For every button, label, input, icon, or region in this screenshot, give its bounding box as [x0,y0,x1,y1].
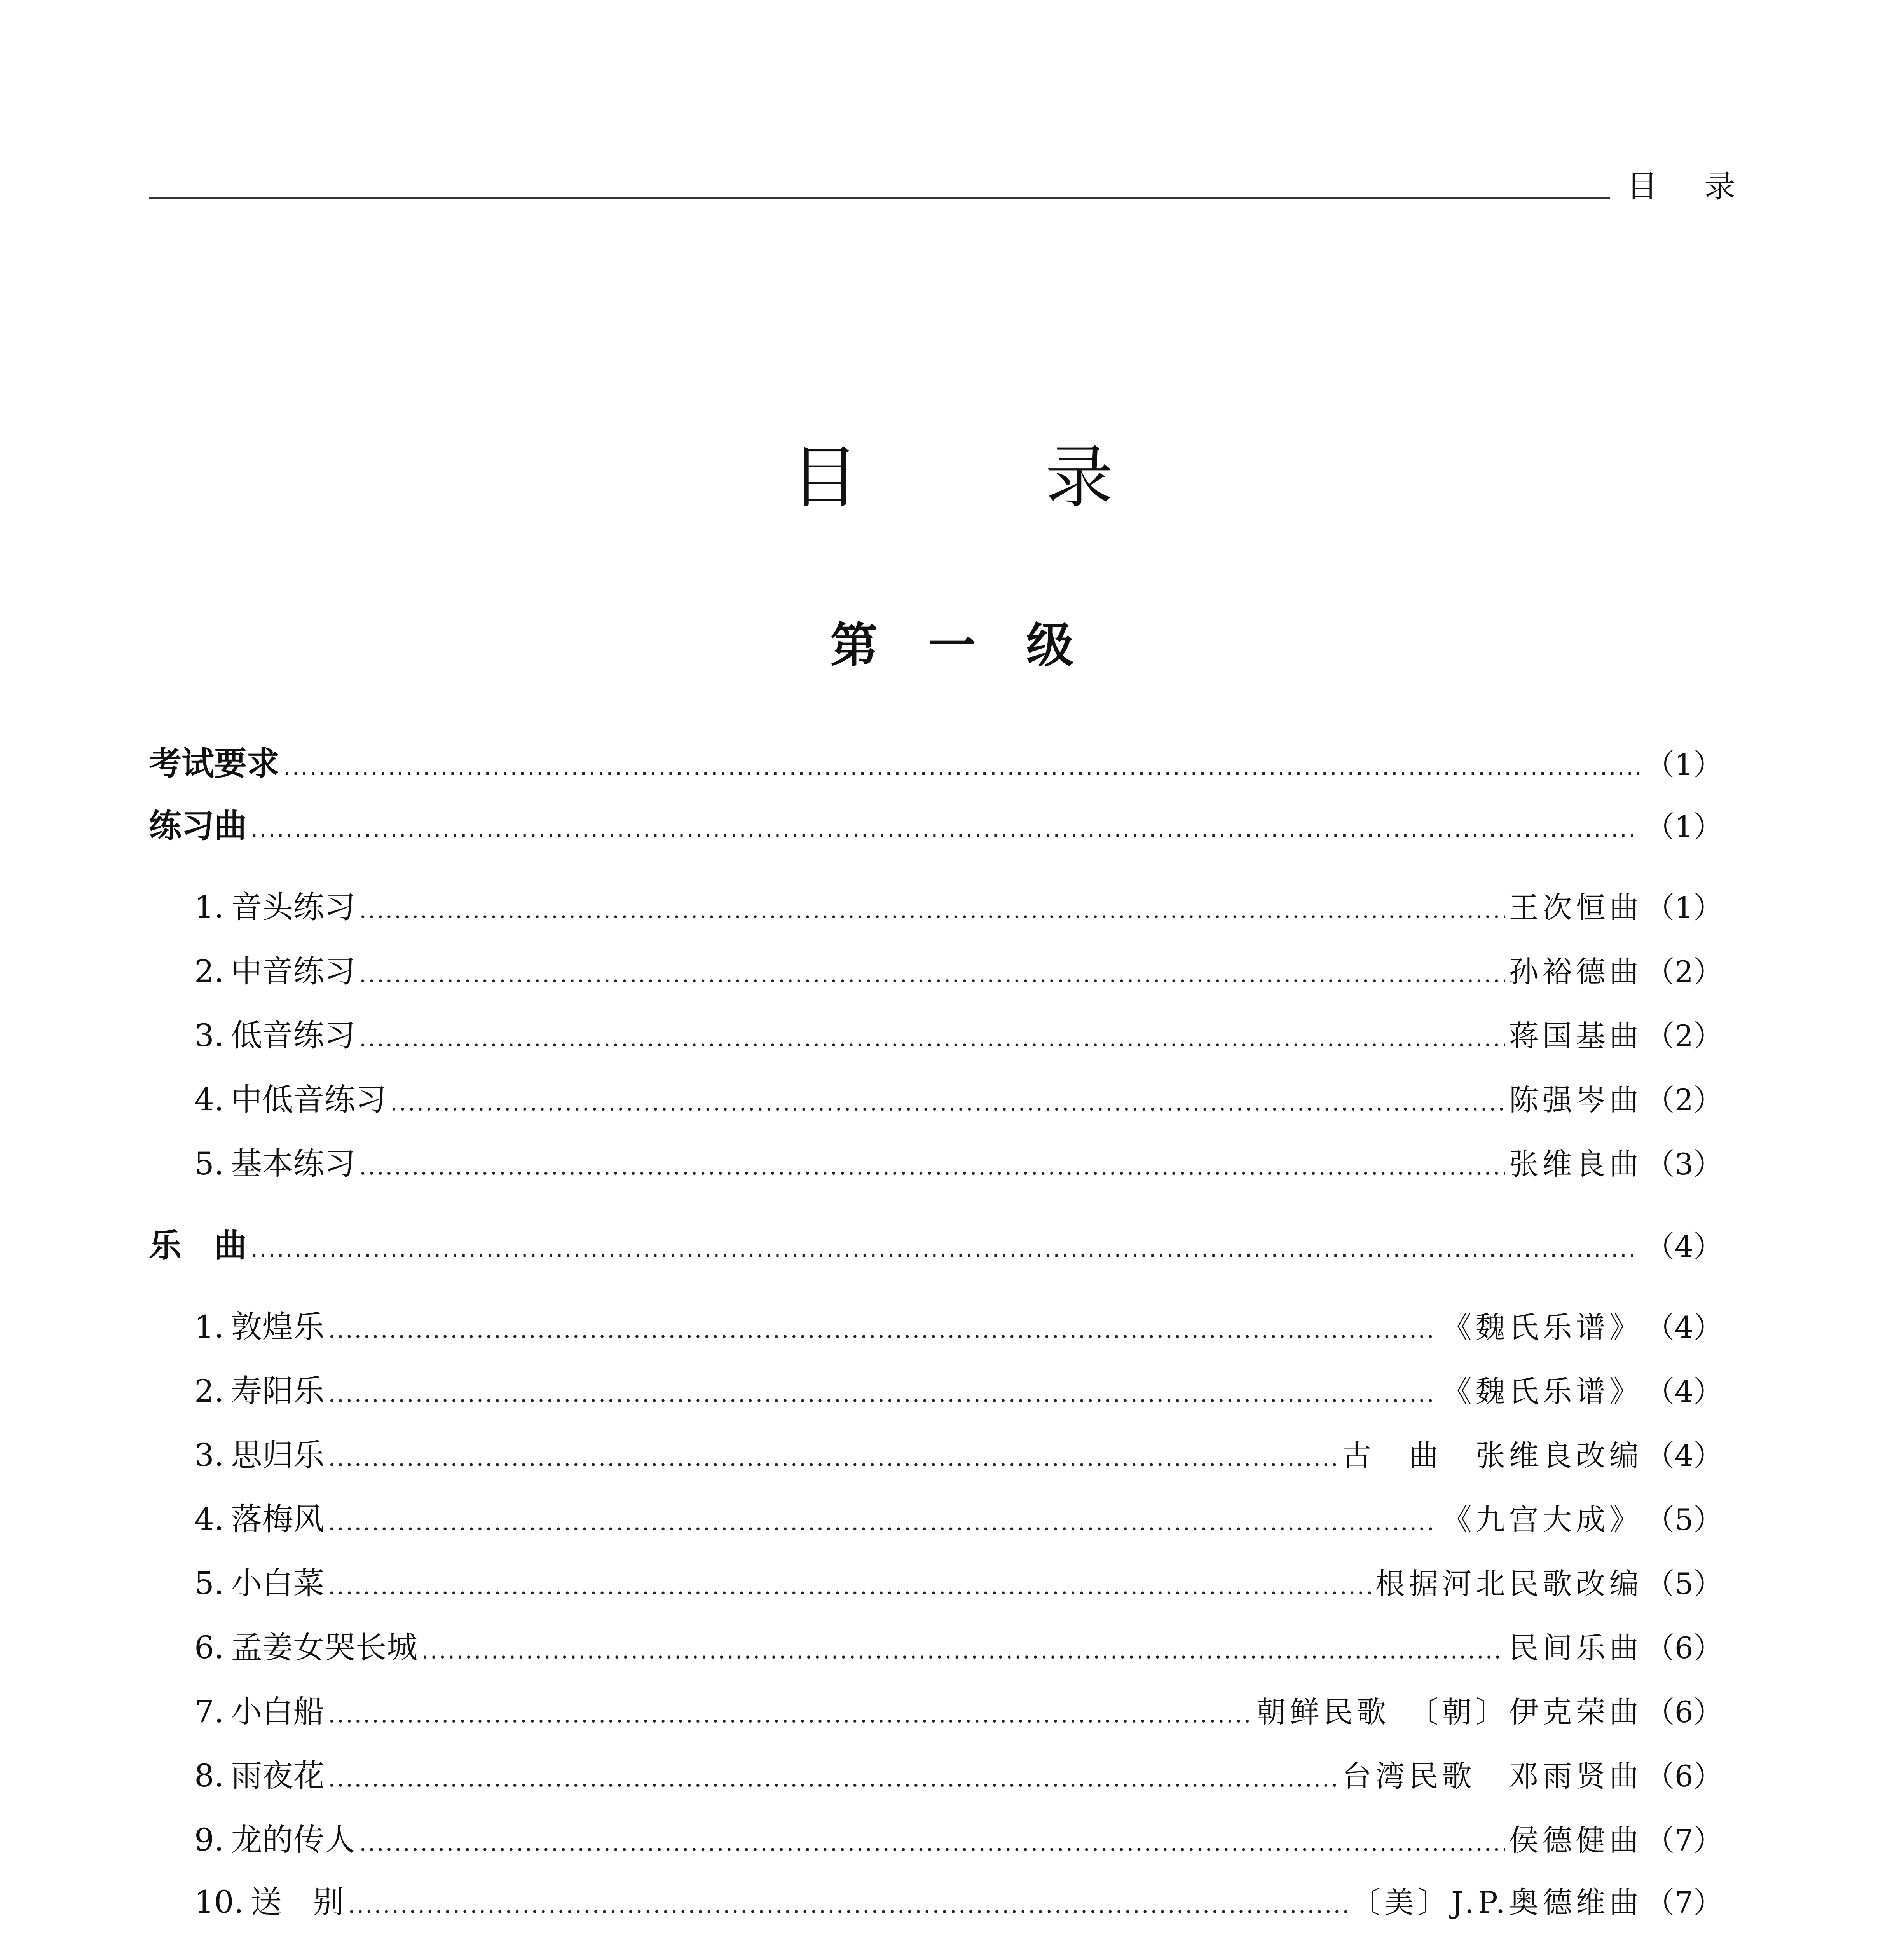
entry-title: 龙的传人 [231,1822,356,1858]
toc-entry[interactable] [194,1492,1723,1547]
dot-leader [348,1878,1347,1932]
entry-composer: 蒋国基曲 [1509,1019,1643,1053]
dot-leader [251,802,1639,856]
page-title: 目录 [791,438,1300,517]
dot-leader [421,1623,1505,1678]
toc-entry[interactable] [194,1428,1723,1483]
level-heading-1: 第一级 [830,617,1124,673]
entry-title: 低音练习 [231,1017,356,1053]
dot-leader [390,1075,1505,1130]
toc-entry[interactable] [149,799,1723,853]
entry-title: 练习曲 [149,807,247,845]
entry-number: 9. [194,1822,224,1858]
entry-number: 1. [194,889,224,925]
running-header: 目录 [1627,168,1782,204]
entry-page: （1） [1645,890,1723,925]
entry-title: 中低音练习 [231,1081,387,1118]
dot-leader [328,1751,1338,1806]
entry-number: 6. [194,1629,224,1666]
toc-entry[interactable] [194,1813,1723,1867]
dot-leader [359,1816,1505,1870]
dot-leader [328,1559,1371,1613]
entry-page: （2） [1645,1083,1723,1117]
entry-page: （6） [1645,1759,1723,1793]
dot-leader [283,740,1639,794]
entry-title: 敦煌乐 [231,1309,325,1345]
entry-title: 小白菜 [231,1565,325,1601]
dot-leader [251,1222,1639,1276]
entry-page: （5） [1645,1502,1723,1537]
toc-entry[interactable] [194,944,1723,999]
entry-composer: 陈强岑曲 [1509,1083,1643,1117]
toc-entry[interactable] [194,1137,1723,1191]
entry-source: 《魏氏乐谱》 [1442,1374,1643,1409]
entry-number: 5. [194,1146,224,1182]
entry-title: 基本练习 [231,1146,356,1182]
dot-leader [359,947,1505,1001]
toc-entry[interactable] [194,880,1723,935]
dot-leader [359,1011,1505,1066]
entry-composer: 张维良曲 [1509,1147,1643,1181]
entry-title: 送 别 [251,1884,344,1920]
entry-page: （4） [1645,1310,1723,1345]
toc-entry[interactable] [194,1620,1723,1675]
dot-leader [328,1495,1438,1549]
dot-leader [359,1139,1505,1194]
toc-entry[interactable] [194,1300,1723,1354]
entry-page: （4） [1645,1229,1723,1264]
dot-leader [359,883,1505,937]
dot-leader [328,1303,1438,1357]
entry-number: 3. [194,1017,224,1053]
entry-source: 古 曲 张维良改编 [1342,1438,1643,1473]
entry-number: 2. [194,1373,224,1409]
entry-source: 朝鲜民歌 〔朝〕伊克荣曲 [1256,1695,1643,1729]
entry-page: （2） [1645,954,1723,989]
toc-entry[interactable] [194,1685,1723,1739]
toc-entry[interactable] [194,1073,1723,1127]
entry-number: 4. [194,1081,224,1118]
entry-title: 思归乐 [231,1437,325,1473]
entry-page: （2） [1645,1019,1723,1053]
dot-leader [328,1431,1338,1485]
entry-source: 根据河北民歌改编 [1375,1566,1643,1601]
entry-title: 寿阳乐 [231,1373,325,1409]
dot-leader [328,1687,1252,1742]
entry-page: （5） [1645,1566,1723,1601]
entry-number: 3. [194,1437,224,1473]
toc-entry[interactable] [194,1875,1723,1929]
entry-title: 雨夜花 [231,1758,325,1794]
entry-title: 孟姜女哭长城 [231,1629,418,1666]
toc-entry[interactable] [149,1218,1723,1273]
toc-entry[interactable] [194,1008,1723,1063]
entry-title: 落梅风 [231,1501,325,1537]
entry-title: 小白船 [231,1694,325,1730]
toc-entry[interactable] [194,1749,1723,1803]
entry-source: 《九宫大成》 [1442,1502,1643,1537]
entry-source: 民间乐曲 [1509,1631,1643,1665]
toc-entry[interactable] [149,736,1723,791]
entry-number: 1. [194,1309,224,1345]
entry-title: 音头练习 [231,889,356,925]
entry-page: （1） [1645,809,1723,844]
entry-title: 乐 曲 [149,1226,247,1265]
entry-page: （6） [1645,1631,1723,1665]
entry-page: （1） [1645,747,1723,782]
toc-entry[interactable] [194,1556,1723,1611]
entry-page: （7） [1645,1823,1723,1858]
entry-number: 5. [194,1565,224,1601]
entry-source: 台湾民歌 邓雨贤曲 [1342,1759,1643,1793]
entry-page: （7） [1645,1885,1723,1920]
entry-page: （4） [1645,1374,1723,1409]
entry-number: 2. [194,953,224,989]
header-rule [149,197,1610,199]
entry-composer: 王次恒曲 [1509,890,1643,925]
entry-number: 7. [194,1694,224,1730]
entry-source: 〔美〕J.P.奥德维曲 [1351,1885,1643,1920]
entry-title: 考试要求 [149,745,280,783]
entry-number: 8. [194,1758,224,1794]
dot-leader [328,1367,1438,1421]
entry-page: （3） [1645,1147,1723,1181]
entry-number: 4. [194,1501,224,1537]
entry-page: （6） [1645,1695,1723,1729]
entry-composer: 孙裕德曲 [1509,954,1643,989]
entry-source: 侯德健曲 [1509,1823,1643,1858]
entry-source: 《魏氏乐谱》 [1442,1310,1643,1345]
entry-page: （4） [1645,1438,1723,1473]
toc-entry[interactable] [194,1364,1723,1418]
entry-number: 10. [194,1884,244,1920]
entry-title: 中音练习 [231,953,356,989]
